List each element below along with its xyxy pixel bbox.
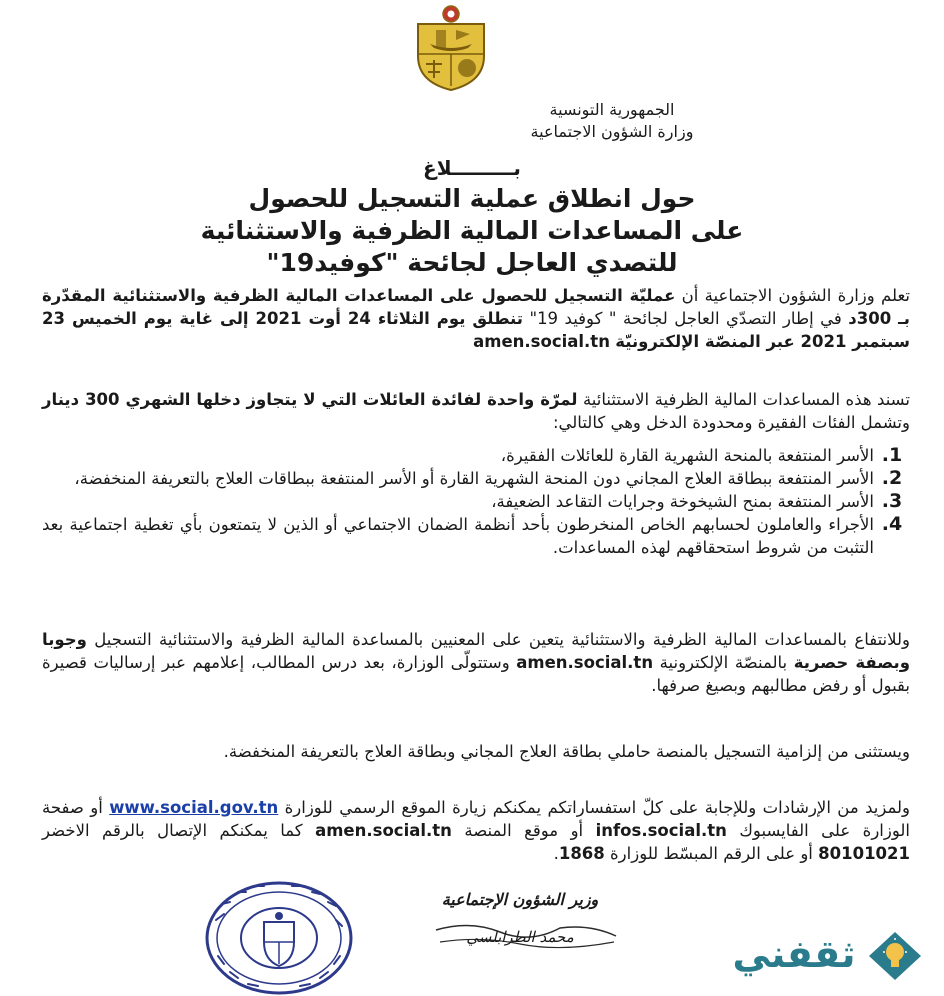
watermark-text: ثقفني <box>732 932 856 976</box>
p2-text-1: تسند هذه المساعدات المالية الظرفية الاستثنائية <box>577 390 910 409</box>
p1-text-1: تعلم وزارة الشؤون الاجتماعية أن <box>675 286 910 305</box>
facebook-page-link[interactable]: infos.social.tn <box>595 821 727 840</box>
signature-title: وزير الشؤون الإجتماعية <box>441 890 599 909</box>
list-item-number: 3. <box>881 490 903 512</box>
p1-text-3: في إطار التصدّي العاجل لجائحة " كوفيد 19" <box>523 309 849 328</box>
country-name: الجمهورية التونسية <box>549 100 675 119</box>
p3-text-1: وللانتفاع بالمساعدات المالية الظرفية والاستثنائية يتعين على المعنيين بالمساعدة المالية الظرفية والاستثنائية التسجيل <box>86 630 910 649</box>
list-item-number: 1. <box>881 444 903 466</box>
announcement-title-line-3: للتصدي العاجل لجائحة "كوفيد19" <box>266 248 678 277</box>
ministry-stamp-icon <box>204 880 354 996</box>
list-item-number: 2. <box>881 467 903 489</box>
list-item <box>42 467 910 490</box>
platform-url[interactable]: amen.social.tn <box>473 332 610 351</box>
p5-text-2: أو صفحة الوزارة على الفايسبوك <box>42 798 910 840</box>
p1-text-2: عمليّة التسجيل للحصول على المساعدات المالية الظرفية والاستثنائية المقدّرة بـ 300د <box>42 286 910 328</box>
announcement-title-line-1: حول انطلاق عملية التسجيل للحصول <box>248 184 696 213</box>
p5-text-1: ولمزيد من الإرشادات وللإجابة على كلّ استفساراتكم يمكنكم زيارة الموقع الرسمي للوزارة <box>278 798 910 817</box>
beneficiaries-list <box>42 444 910 559</box>
platform-url[interactable]: amen.social.tn <box>516 653 654 672</box>
ministry-name: وزارة الشؤون الاجتماعية <box>530 122 694 141</box>
p5-text-4: كما يمكنكم الإتصال بالرقم الاخضر <box>42 821 316 840</box>
lightbulb-icon <box>866 930 924 982</box>
p3-text-3: بالمنصّة الإلكترونية <box>653 653 794 672</box>
platform-url[interactable]: amen.social.tn <box>315 821 452 840</box>
list-item-number: 4. <box>881 513 903 535</box>
list-item-text: الأسر المنتفعة بالمنحة الشهرية القارة للعائلات الفقيرة، <box>500 446 874 465</box>
paragraph-eligibility <box>42 388 910 434</box>
list-item <box>42 444 910 467</box>
announcement-label: بـــــــــلاغ <box>423 156 521 180</box>
ministry-website-link[interactable]: www.social.gov.tn <box>109 798 279 817</box>
list-item-text: الأسر المنتفعة بمنح الشيخوخة وجرايات التقاعد الضعيفة، <box>491 492 874 511</box>
p5-text-6: . <box>553 844 559 863</box>
list-item <box>42 490 910 513</box>
paragraph-exemption: ويستثنى من إلزامية التسجيل بالمنصة حاملي بطاقة العلاج المجاني وبطاقة العلاج بالتعريفة المنخفضة. <box>223 742 910 761</box>
paragraph-contact-info <box>42 796 910 865</box>
signature-name: محمد الطرابلسي <box>466 928 574 946</box>
green-number: 80101021 <box>818 844 910 863</box>
short-number: 1868 <box>558 844 605 863</box>
p3-text-2: وجوبا وبصفة حصرية <box>42 630 910 672</box>
coat-of-arms-icon <box>412 4 490 92</box>
list-item-text: الأسر المنتفعة ببطاقة العلاج المجاني دون المنحة الشهرية القارة أو الأسر المنتفعة ببطاقات العلاج بالتعريفة المنخفضة، <box>74 469 874 488</box>
p3-text-4: وستتولّى الوزارة، بعد درس المطالب، إعلامهم عبر إرساليات قصيرة بقبول أو رفض مطالبهم وبصيغ صرفها. <box>42 653 910 695</box>
announcement-title-line-2: على المساعدات المالية الظرفية والاستثنائية <box>200 216 744 245</box>
list-item <box>42 513 910 559</box>
p5-text-3: أو موقع المنصة <box>451 821 596 840</box>
p1-text-4: تنطلق يوم الثلاثاء 24 أوت 2021 إلى غاية يوم الخميس 23 سبتمبر 2021 عبر المنصّة الإلكترونيّة <box>42 309 910 351</box>
paragraph-registration-dates <box>42 284 910 353</box>
p5-text-5: أو على الرقم المبسّط للوزارة <box>604 844 819 863</box>
list-item-text: الأجراء والعاملون لحسابهم الخاص المنخرطون بأحد أنظمة الضمان الاجتماعي أو الذين لا يتمتعون بأي تغطية اجتماعية بعد التثبت من شروط استحقاقهم لهذه المساعدات. <box>42 515 874 557</box>
paragraph-registration-method <box>42 628 910 697</box>
p2-text-2: لمرّة واحدة لفائدة العائلات التي لا يتجاوز دخلها الشهري 300 دينار <box>42 390 578 409</box>
p2-text-3: وتشمل الفئات الفقيرة ومحدودة الدخل وهي كالتالي: <box>552 413 910 432</box>
